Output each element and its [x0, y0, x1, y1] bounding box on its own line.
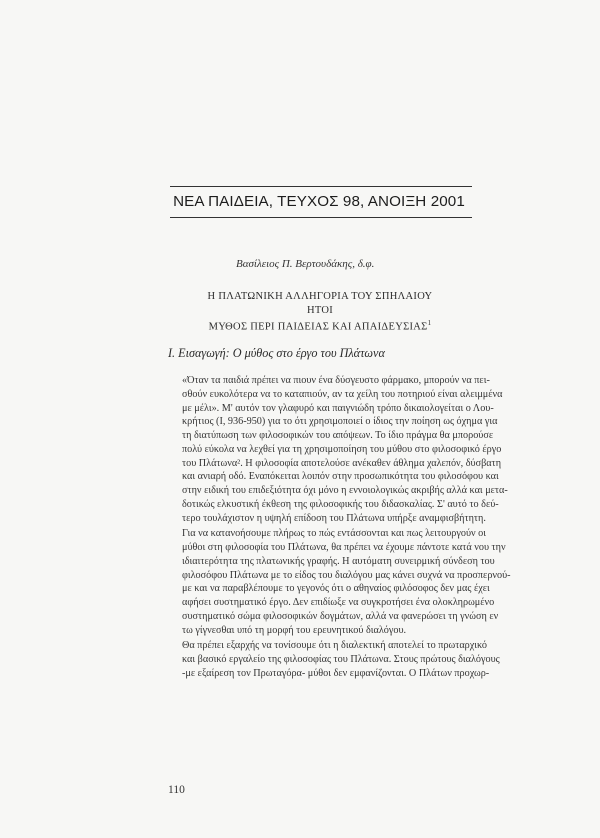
paragraph-line: -με εξαίρεση τον Πρωταγόρα- μύθοι δεν εμφανίζονται. Ο Πλάτων προχωρ- [182, 667, 490, 679]
paragraph-line: μύθοι στη φιλοσοφία του Πλάτωνα, θα πρέπει να έχουμε πάντοτε κατά νου την [182, 542, 506, 553]
page-number: 110 [168, 784, 185, 796]
paragraph-line: δοτικώς ελκυστική έκθεση της φιλοσοφικής του διδασκαλίας. Σ' αυτό το δεύ- [182, 498, 499, 510]
title-line-1: Η ΠΛΑΤΩΝΙΚΗ ΑΛΛΗΓΟΡΙΑ ΤΟΥ ΣΠΗΛΑΙΟΥ [207, 291, 433, 302]
paragraph-line: αφήσει συστηματικό έργο. Δεν επιδίωξε να συγκροτήσει ένα ολοκληρωμένο [182, 597, 495, 608]
paragraph-line: πολύ εύκολα να λεχθεί για τη χρησιμοποίηση του μύθου στο φιλοσοφικό έργο [182, 443, 502, 455]
paragraph-line: στην ειδική του επιδεξιότητα όχι μόνο η εννοιολογικώς ακριβής αλλά και μετα- [182, 485, 508, 496]
title-line-3-text: ΜΥΘΟΣ ΠΕΡΙ ΠΑΙΔΕΙΑΣ ΚΑΙ ΑΠΑΙΔΕΥΣΙΑΣ [208, 321, 428, 333]
author-name: Βασίλειος Π. Βερτουδάκης, δ.φ. [236, 258, 375, 270]
title-line-2: ΗΤΟΙ [306, 304, 334, 316]
article-body [168, 374, 511, 681]
paragraph-line: Θα πρέπει εξαρχής να τονίσουμε ότι η διαλεκτική αποτελεί το πρωταρχικό [182, 640, 488, 652]
paragraph-line: του Πλάτωνα². Η φιλοσοφία αποτελούσε ανέκαθεν άθλημα χαλεπόν, δύσβατη [182, 457, 502, 469]
paragraph [168, 639, 500, 680]
paragraph-line: με μέλι». Μ' αυτόν τον γλαφυρό και παιγνιώδη τρόπο δικαιολογείται ο Λου- [182, 402, 494, 414]
paragraph-line: με και να παραβλέπουμε το γεγονός ότι ο αθηναίος φιλόσοφος δεν μας έχει [182, 583, 490, 595]
paragraph-line: ιδιαιτερότητα της πλατωνικής γραφής. Η αυτόματη συνειρμική σύνδεση του [182, 555, 495, 567]
paragraph [168, 374, 508, 525]
journal-header: ΝΕΑ ΠΑΙΔΕΙΑ, ΤΕΥΧΟΣ 98, ΑΝΟΙΞΗ 2001 [173, 193, 465, 210]
header-rule-bottom [170, 217, 472, 218]
paragraph-line: φιλοσόφου Πλάτωνα με το είδος του διαλόγου μας κάνει συχνά να προσπερνού- [182, 569, 511, 581]
paragraph-line: σθούν ευκολότερα να το καταπιούν, αν τα χείλη του ποτηριού είναι αλειμμένα [182, 388, 503, 400]
section-heading: Ι. Εισαγωγή: Ο μύθος στο έργο του Πλάτωνα [168, 346, 385, 360]
paragraph-line: τη διατύπωση των φιλοσοφικών του απόψεων. Το ίδιο πράγμα θα μπορούσε [182, 430, 494, 441]
paragraph-line: συστηματικό σώμα φιλοσοφικών δογμάτων, αλλά να φανερώσει τη γνώση εν [182, 610, 499, 622]
header-rule-top [170, 186, 472, 187]
paragraph-line: και ανιαρή οδό. Εναπόκειται λοιπόν στην προσωπικότητα του φιλοσόφου και [182, 471, 499, 483]
paragraph [168, 527, 511, 637]
paragraph-line: Για να κατανοήσουμε πλήρως το πώς εντάσσονται και πως λειτουργούν οι [182, 528, 486, 540]
paragraph-line: τερο τουλάχιστον η υψηλή επίδοση του Πλάτωνα υπήρξε αναμφισβήτητη. [182, 512, 486, 524]
article-title [160, 290, 480, 334]
paragraph-line: κρήτιος (Ι, 936-950) για το ότι χρησιμοποιεί ο ίδιος την ποίηση ως όχημα για [182, 416, 498, 428]
paragraph-line: «Όταν τα παιδιά πρέπει να πιουν ένα δύσγευστο φάρμακο, μπορούν να πει- [182, 375, 490, 386]
paragraph-line: τω γίγνεσθαι υπό τη μορφή του ερευνητικού διαλόγου. [182, 624, 407, 636]
paragraph-line: και βασικό εργαλείο της φιλοσοφίας του Πλάτωνα. Στους πρώτους διαλόγους [182, 654, 500, 665]
title-line-3 [160, 317, 480, 334]
footnote-marker: 1 [427, 319, 432, 328]
